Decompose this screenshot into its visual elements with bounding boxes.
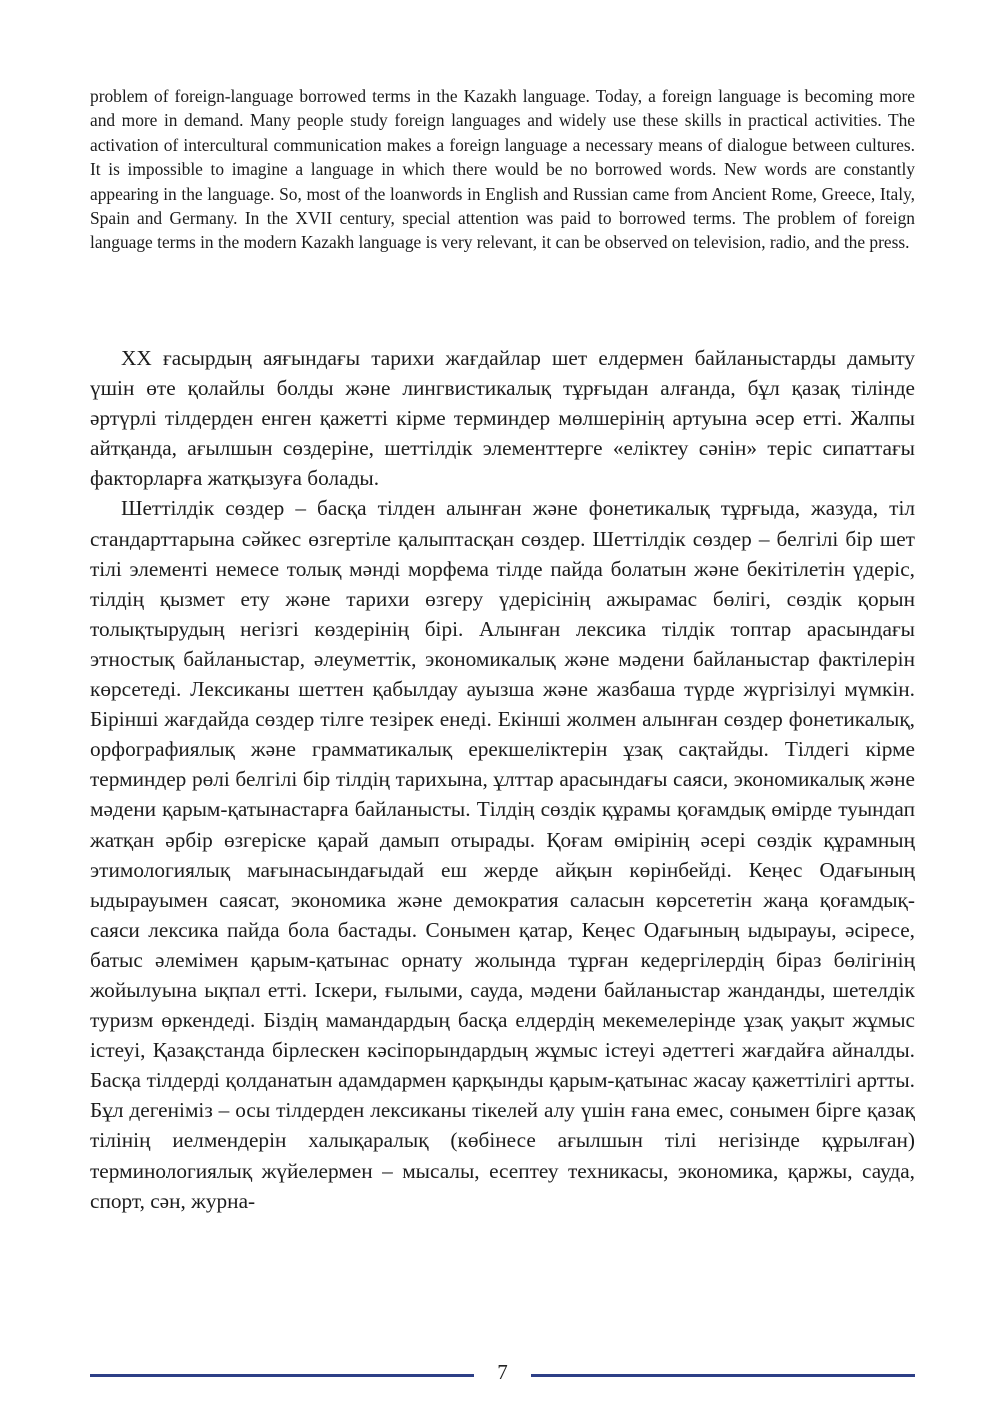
- page-number: 7: [497, 1360, 508, 1384]
- body-paragraph-2: Шеттілдік сөздер – басқа тілден алынған және фонетикалық тұрғыда, жазуда, тіл стандарттарына сәйкес өзгертіле қалыптасқан сөздер. Шеттілдік сөздер – белгілі бір шет тілі элементі немесе толық мәнді морфема тілде пайда болатын және бекітілетін үдеріс, тілдің қызмет ету және тарихи өзгеру үдерісінің ажырамас бөлігі, сөздік қорын толықтырудың негізгі көздерінің бірі. Алынған лексика тілдік топтар арасындағы этностық байланыстар, әлеуметтік, экономикалық және мәдени байланыстар фактілерін көрсетеді. Лексиканы шеттен қабылдау ауызша және жазбаша түрде жүргізілуі мүмкін. Бірінші жағдайда сөздер тілге тезірек енеді. Екінші жолмен алынған сөздер фонетикалық, орфографиялық және грамматикалық ерекшеліктерін ұзақ сақтайды. Тілдегі кірме терминдер рөлі белгілі бір тілдің тарихына, ұлттар арасындағы саяси, экономикалық және мәдени қарым-қатынастарға байланысты. Тілдің сөздік құрамы қоғамдық өмірде туындап жатқан әрбір өзгеріске қарай дамып отырады. Қоғам өмірінің әсері сөздік құрамның этимологиялық мағынасындағыдай еш жерде айқын көрінбейді. Кеңес Одағының ыдырауымен саясат, экономика және демократия саласын көрсететін жаңа қоғамдық-саяси лексика пайда бола бастады. Сонымен қатар, Кеңес Одағының ыдырауы, әсіресе, батыс әлемімен қарым-қатынас орнату жолында тұрған кедергілердің біраз бөлігінің жойылуына ықпал етті. Іскери, ғылыми, сауда, мәдени байланыстар жанданды, шетелдік туризм өркендеді. Біздің мамандардың басқа елдердің мекемелерінде ұзақ уақыт жұмыс істеуі, Қазақстанда бірлескен кәсіпорындардың жұмыс істеуі әдеттегі жағдайға айналды. Басқа тілдерді қолданатын адамдармен қарқынды қарым-қатынас жасау қажеттілігі артты. Бұл дегеніміз – осы тілдерден лексиканы тікелей алу үшін ғана емес, сонымен бірге қазақ тілінің иелмендерін халықаралық (көбінесе ағылшын тілі негізінде құрылған) терминологиялық жүйелермен – мысалы, есептеу техникасы, экономика, қаржы, сауда, спорт, сән, журна-: [90, 496, 915, 1213]
- main-body: [90, 343, 915, 1216]
- footer-rule-right: [531, 1374, 915, 1377]
- abstract-text: problem of foreign-language borrowed terms in the Kazakh language. Today, a foreign language is becoming more and more in demand. Many people study foreign languages and widely use these skills in practical activities. The activation of intercultural communication makes a foreign language a necessary means of dialogue between cultures. It is impossible to imagine a language in which there would be no borrowed words. New words are constantly appearing in the language. So, most of the loanwords in English and Russian came from Ancient Rome, Greece, Italy, Spain and Germany. In the XVII century, special attention was paid to borrowed terms. The problem of foreign language terms in the modern Kazakh language is very relevant, it can be observed on television, radio, and the press.: [90, 86, 915, 253]
- body-paragraph-1: XX ғасырдың аяғындағы тарихи жағдайлар шет елдермен байланыстарды дамыту үшін өте қолайлы болды және лингвистикалық тұрғыдан алғанда, бұл қазақ тілінде әртүрлі тілдерден енген қажетті кірме терминдер мөлшерінің артуына әсер етті. Жалпы айтқанда, ағылшын сөздеріне, шеттілдік элементтерге «еліктеу сәнін» теріс сипаттағы факторларға жатқызуға болады.: [90, 346, 915, 491]
- footer-rule-left: [90, 1374, 474, 1377]
- page-footer: [90, 1360, 915, 1390]
